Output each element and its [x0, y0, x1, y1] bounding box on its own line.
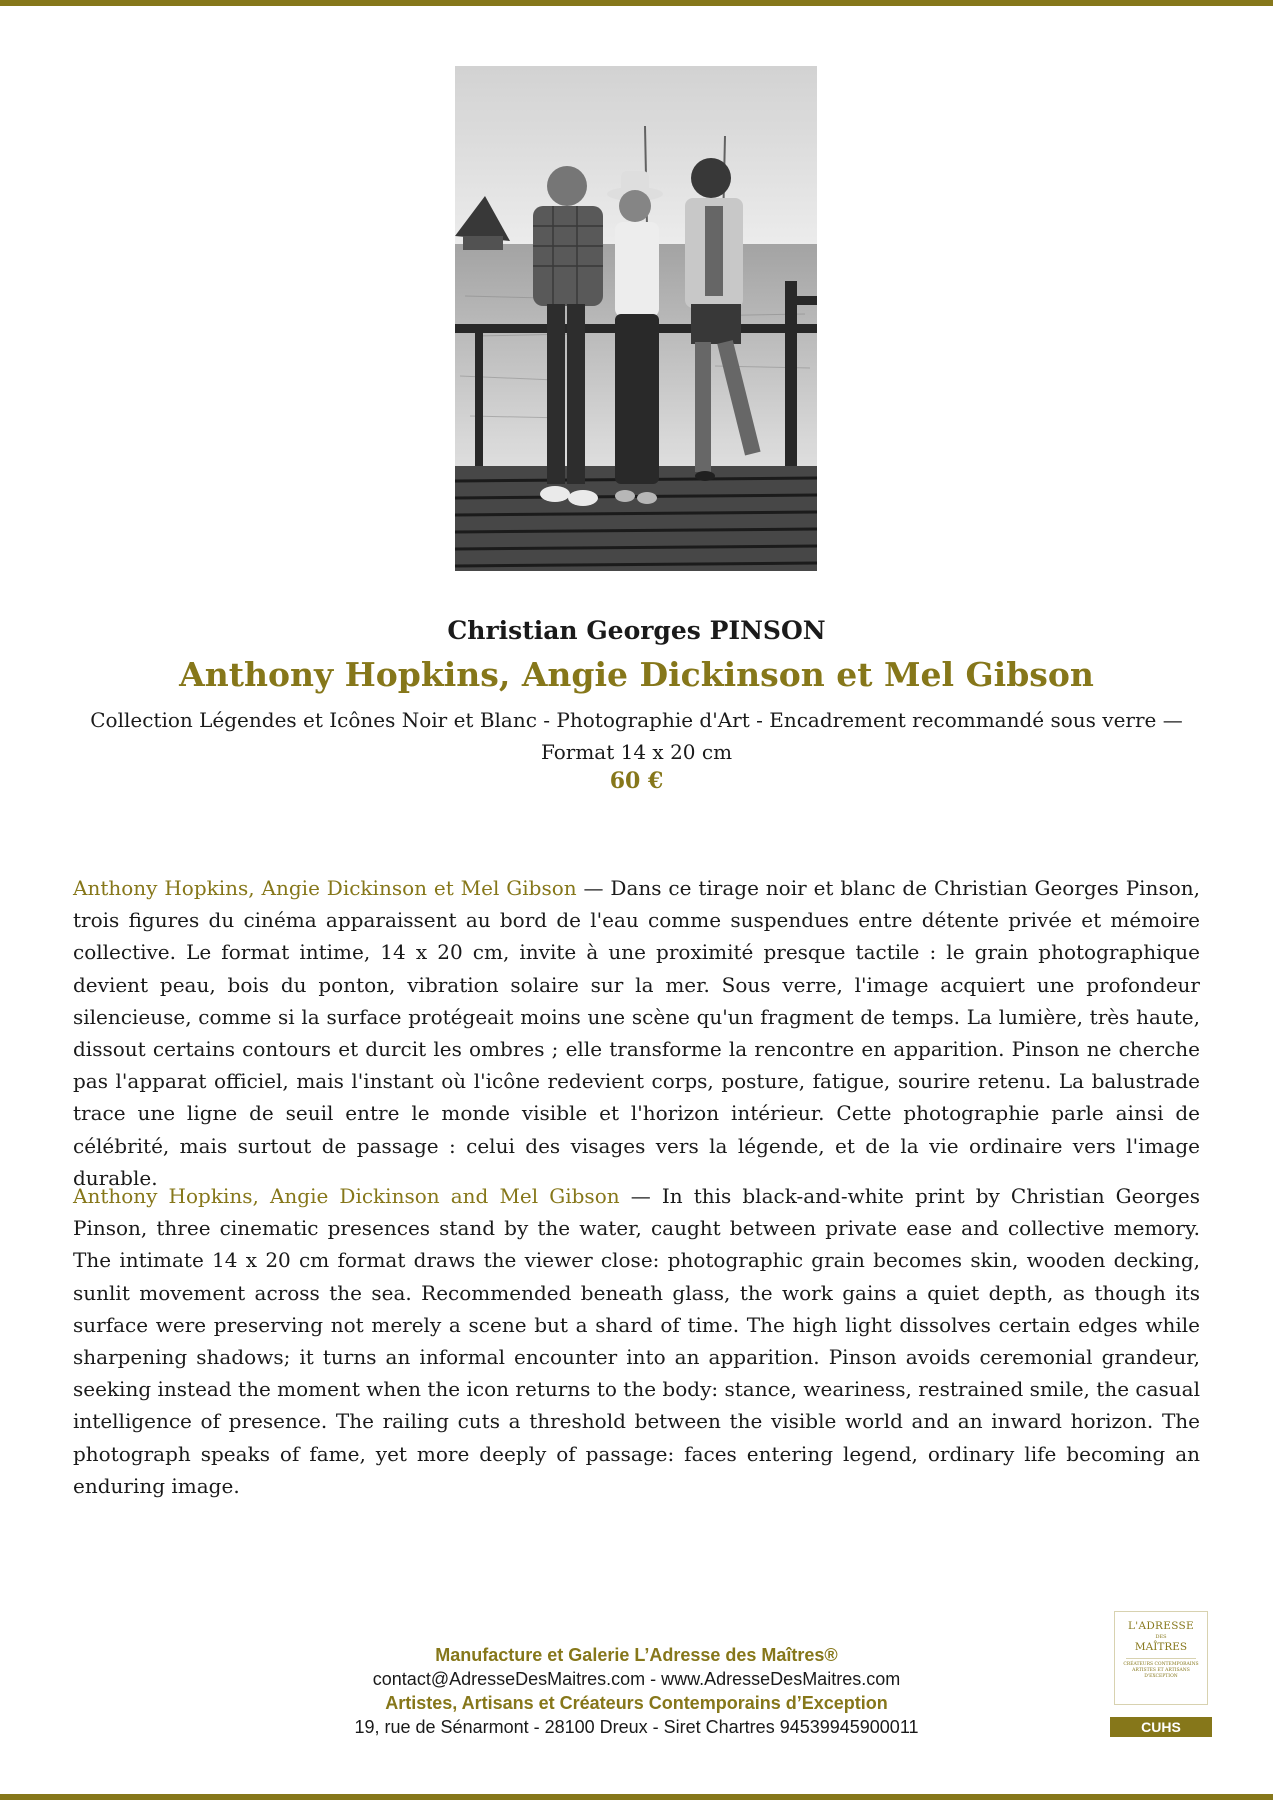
logo-line-1: L'ADRESSE — [1128, 1620, 1194, 1632]
footer-address: 19, rue de Sénarmont - 28100 Dreux - Siret Chartres 94539945900011 — [354, 1717, 919, 1737]
artist-name: Christian Georges PINSON — [447, 616, 826, 645]
description-english — [73, 1180, 1200, 1502]
top-border — [0, 0, 1273, 6]
footer-tagline: Artistes, Artisans et Créateurs Contemporains d’Exception — [385, 1693, 888, 1713]
artwork-photo — [455, 66, 817, 571]
logo-line-3: MAÎTRES — [1134, 1641, 1188, 1653]
description-french-text: — Dans ce tirage noir et blanc de Christian Georges Pinson, trois figures du cinéma apparaissent au bord de l'eau comme suspendues entre détente privée et mémoire collective. Le format intime, 14 x 20 cm, invite à une proximité presque tactile : le grain photographique devient peau, bois du ponton, vibration solaire sur la mer. Sous verre, l'image acquiert une profondeur silencieuse, comme si la surface protégeait moins une scène qu'un fragment de temps. La lumière, très haute, dissout certains contours et durcit les ombres ; elle transforme la rencontre en apparition. Pinson ne cherche pas l'apparat officiel, mais l'instant où l'icône redevient corps, posture, fatigue, sourire retenu. La balustrade trace une ligne de seuil entre le monde visible et l'horizon intérieur. Cette photographie parle ainsi de célébrité, mais surtout de passage : celui des visages vers la légende, et de la vie ordinaire vers l'image durable. — [73, 876, 1200, 1190]
footer — [300, 1643, 973, 1739]
description-english-lead: Anthony Hopkins, Angie Dickinson and Mel Gibson — [73, 1184, 620, 1208]
logo-line-2: DES — [1155, 1634, 1167, 1640]
description-french-lead: Anthony Hopkins, Angie Dickinson et Mel Gibson — [73, 876, 577, 900]
logo-divider — [1126, 1658, 1196, 1659]
cuhs-badge: CUHS — [1110, 1717, 1212, 1737]
description-french — [73, 872, 1200, 1194]
bottom-border — [0, 1794, 1273, 1800]
footer-company: Manufacture et Galerie L’Adresse des Maîtres® — [435, 1645, 838, 1665]
artwork-price: 60 € — [609, 768, 664, 794]
gallery-logo — [1114, 1611, 1208, 1705]
logo-line-4: CRÉATEURS CONTEMPORAINS ARTISTES ET ARTISANS D'EXCEPTION — [1123, 1662, 1199, 1679]
artwork-subtitle: Collection Légendes et Icônes Noir et Blanc - Photographie d'Art - Encadrement recommandé sous verre — Format 14 x 20 cm — [90, 708, 1183, 764]
bw-photo-image — [455, 66, 817, 571]
artwork-title: Anthony Hopkins, Angie Dickinson et Mel Gibson — [179, 655, 1094, 694]
description-english-text: — In this black-and-white print by Christian Georges Pinson, three cinematic presences stand by the water, caught between private ease and collective memory. The intimate 14 x 20 cm format draws the viewer close: photographic grain becomes skin, wooden decking, sunlit movement across the sea. Recommended beneath glass, the work gains a quiet depth, as though its surface were preserving not merely a scene but a shard of time. The high light dissolves certain edges while sharpening shadows; it turns an informal encounter into an apparition. Pinson avoids ceremonial grandeur, seeking instead the moment when the icon returns to the body: stance, weariness, restrained smile, the casual intelligence of presence. The railing cuts a threshold between the visible world and an inward horizon. The photograph speaks of fame, yet more deeply of passage: faces entering legend, ordinary life becoming an enduring image. — [73, 1184, 1200, 1498]
footer-contact[interactable]: contact@AdresseDesMaitres.com - www.AdresseDesMaitres.com — [372, 1669, 901, 1689]
